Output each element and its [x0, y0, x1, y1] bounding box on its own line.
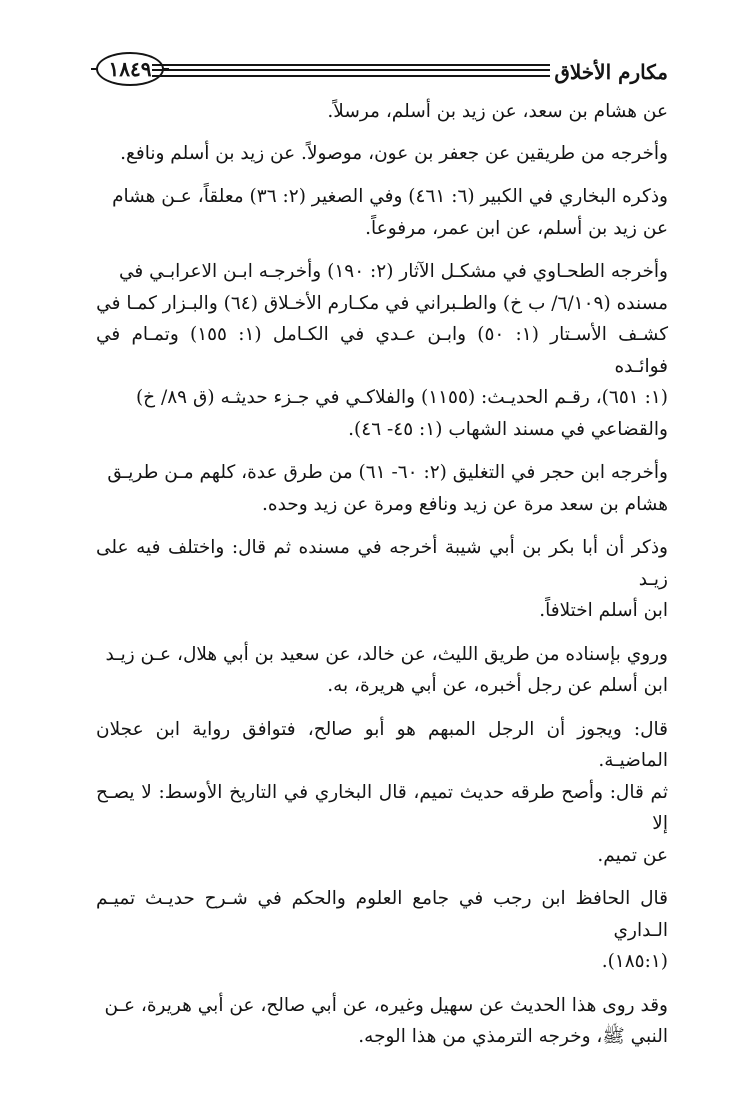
text-line: ابن أسلم عن رجل أخبره، عن أبي هريرة، به. — [327, 675, 668, 696]
paragraph — [96, 138, 668, 170]
text-line: (١٨٥:١). — [601, 951, 668, 972]
text-line: وأخرجه الطحـاوي في مشكـل الآثار (٢: ١٩٠) وأخرجـه ابـن الاعرابـي في — [118, 261, 668, 282]
text-line: كشـف الأسـتار (١: ٥٠) وابـن عـدي في الكـامل (١: ١٥٥) وتمـام في فوائـده — [96, 324, 669, 377]
text-line: وذكره البخاري في الكبير (٦: ٤٦١) وفي الصغير (٢: ٣٦) معلقاً، عـن هشام — [112, 186, 668, 207]
paragraph — [96, 181, 668, 244]
paragraph — [96, 714, 668, 872]
text-line: عن تميم. — [597, 844, 668, 866]
text-line: قال الحافظ ابن رجب في جامع العلوم والحكم في شـرح حديـث تميـم الـداري — [96, 888, 668, 941]
text-line: وقد روى هذا الحديث عن سهيل وغيره، عن أبي صالح، عن أبي هريرة، عـن — [104, 994, 668, 1016]
text-line: مسنده (٦/١٠٩/ ب خ) والطـبراني في مكـارم الأخـلاق (٦٤) والبـزار كمـا في — [96, 292, 668, 314]
paragraph — [96, 639, 668, 702]
page-header — [96, 52, 668, 92]
text-line: النبي ﷺ، وخرجه الترمذي من هذا الوجه. — [358, 1026, 668, 1047]
paragraph — [96, 256, 668, 445]
text-line: وروي بإسناده من طريق الليث، عن خالد، عن سعيد بن أبي هلال، عـن زيـد — [105, 643, 668, 665]
text-line: عن زيد بن أسلم، عن ابن عمر، مرفوعاً. — [365, 217, 668, 239]
page-number: ١٨٤٩ — [96, 52, 164, 86]
header-rules — [152, 64, 550, 77]
paragraph — [96, 883, 668, 978]
paragraph — [96, 457, 668, 520]
text-line: وذكر أن أبا بكر بن أبي شيبة أخرجه في مسنده ثم قال: واختلف فيه على زيـد — [96, 537, 668, 590]
text-line: والقضاعي في مسند الشهاب (١: ٤٥- ٤٦). — [348, 418, 668, 440]
page-body — [96, 96, 668, 1065]
text-line: وأخرجه ابن حجر في التغليق (٢: ٦٠- ٦١) من طرق عدة، كلهم مـن طريـق — [107, 462, 668, 483]
text-line: ثم قال: وأصح طرقه حديث تميم، قال البخاري في التاريخ الأوسط: لا يصـح إلا — [96, 781, 668, 834]
text-line: عن هشام بن سعد، عن زيد بن أسلم، مرسلاً. — [327, 101, 668, 122]
text-line: (١: ٦٥١)، رقـم الحديـث: (١١٥٥) والفلاكـي في جـزء حديثـه (ق ٨٩/ خ) — [135, 387, 668, 408]
text-line: وأخرجه من طريقين عن جعفر بن عون، موصولاً. عن زيد بن أسلم ونافع. — [120, 142, 668, 164]
paragraph — [96, 532, 668, 627]
paragraph — [96, 990, 668, 1053]
running-title: مكارم الأخلاق — [554, 60, 668, 84]
paragraph — [96, 96, 668, 128]
text-line: ابن أسلم اختلافاً. — [539, 600, 668, 621]
text-line: هشام بن سعد مرة عن زيد ونافع ومرة عن زيد وحده. — [262, 493, 668, 515]
text-line: قال: ويجوز أن الرجل المبهم هو أبو صالح، فتوافق رواية ابن عجلان الماضيـة. — [96, 718, 668, 771]
